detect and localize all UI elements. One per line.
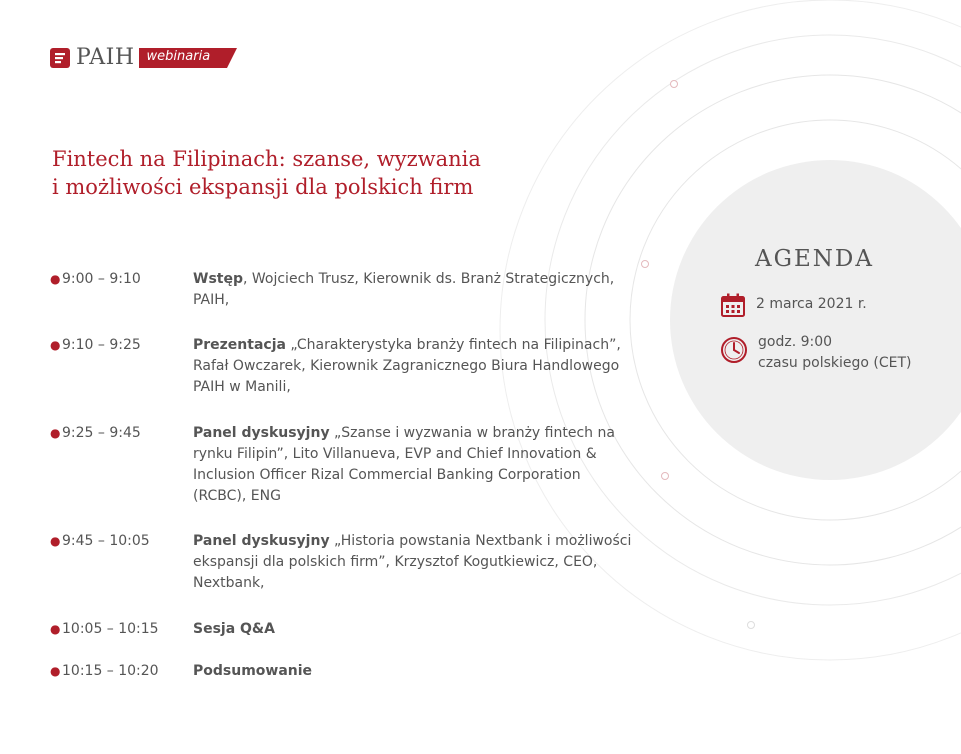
decor-dot-1	[671, 81, 678, 88]
event-time	[720, 332, 912, 374]
bullet-icon: ●	[50, 534, 61, 548]
agenda-topic: Panel dyskusyjny	[193, 533, 330, 549]
event-info-panel	[720, 246, 950, 371]
badge-label: webinaria	[146, 49, 211, 64]
decor-dot-2	[642, 261, 649, 268]
title-line-2: i możliwości ekspansji dla polskich firm	[52, 175, 474, 199]
agenda-details: , Wojciech Trusz, Kierownik ds. Branż Strategicznych, PAIH,	[193, 271, 615, 308]
event-time-text	[758, 332, 912, 374]
agenda-item	[50, 423, 650, 531]
background-disc	[670, 160, 961, 480]
agenda-item	[50, 269, 650, 335]
bullet-icon: ●	[50, 272, 61, 286]
bullet-icon: ●	[50, 622, 61, 636]
agenda-time: 9:45 – 10:05	[62, 533, 150, 549]
bullet-icon: ●	[50, 426, 61, 440]
agenda-topic: Prezentacja	[193, 337, 286, 353]
agenda-details: „Historia powstania Nextbank i możliwości ekspansji dla polskich firm”, Krzysztof Kogutkiewicz, CEO, Nextbank,	[193, 533, 632, 591]
agenda-time: 9:00 – 9:10	[62, 271, 141, 287]
bullet-icon: ●	[50, 664, 61, 678]
agenda-item	[50, 661, 650, 683]
agenda-item	[50, 619, 650, 661]
agenda-description	[193, 619, 633, 640]
decor-dot-3	[662, 473, 669, 480]
agenda-topic: Podsumowanie	[193, 663, 313, 679]
agenda-description	[193, 423, 633, 507]
agenda-description	[193, 661, 633, 682]
bullet-icon: ●	[50, 338, 61, 352]
paih-logo	[50, 46, 237, 70]
paih-logo-icon	[50, 48, 70, 68]
agenda-topic: Sesja Q&A	[193, 621, 275, 637]
agenda-topic: Panel dyskusyjny	[193, 425, 330, 441]
agenda-time: 9:10 – 9:25	[62, 337, 141, 353]
clock-icon	[720, 336, 748, 364]
agenda-time: 10:05 – 10:15	[62, 621, 159, 637]
logo-brand: PAIH	[76, 45, 135, 70]
event-date	[720, 292, 867, 318]
agenda-list	[50, 269, 650, 683]
page-title	[52, 145, 572, 201]
agenda-description	[193, 335, 633, 398]
title-line-1: Fintech na Filipinach: szanse, wyzwania	[52, 147, 481, 171]
agenda-item	[50, 531, 650, 619]
agenda-item	[50, 335, 650, 423]
event-date-text: 2 marca 2021 r.	[756, 296, 867, 312]
agenda-description	[193, 269, 633, 311]
agenda-time: 9:25 – 9:45	[62, 425, 141, 441]
agenda-time: 10:15 – 10:20	[62, 663, 159, 679]
agenda-heading: AGENDA	[755, 246, 874, 272]
logo-badge	[139, 48, 237, 68]
decor-dot-4	[748, 622, 755, 629]
event-time-line-1: godz. 9:00	[758, 334, 833, 350]
calendar-icon	[720, 292, 746, 318]
agenda-description	[193, 531, 633, 594]
event-time-line-2: czasu polskiego (CET)	[758, 355, 912, 371]
agenda-details: „Szanse i wyzwania w branży fintech na rynku Filipin”, Lito Villanueva, EVP and Chief Innovation & Inclusion Officer Rizal Commercial Banking Corporation (RCBC), ENG	[193, 425, 615, 504]
agenda-topic: Wstęp	[193, 271, 243, 287]
agenda-details: „Charakterystyka branży fintech na Filipinach”, Rafał Owczarek, Kierownik Zagranicznego Biura Handlowego PAIH w Manili,	[193, 337, 621, 395]
